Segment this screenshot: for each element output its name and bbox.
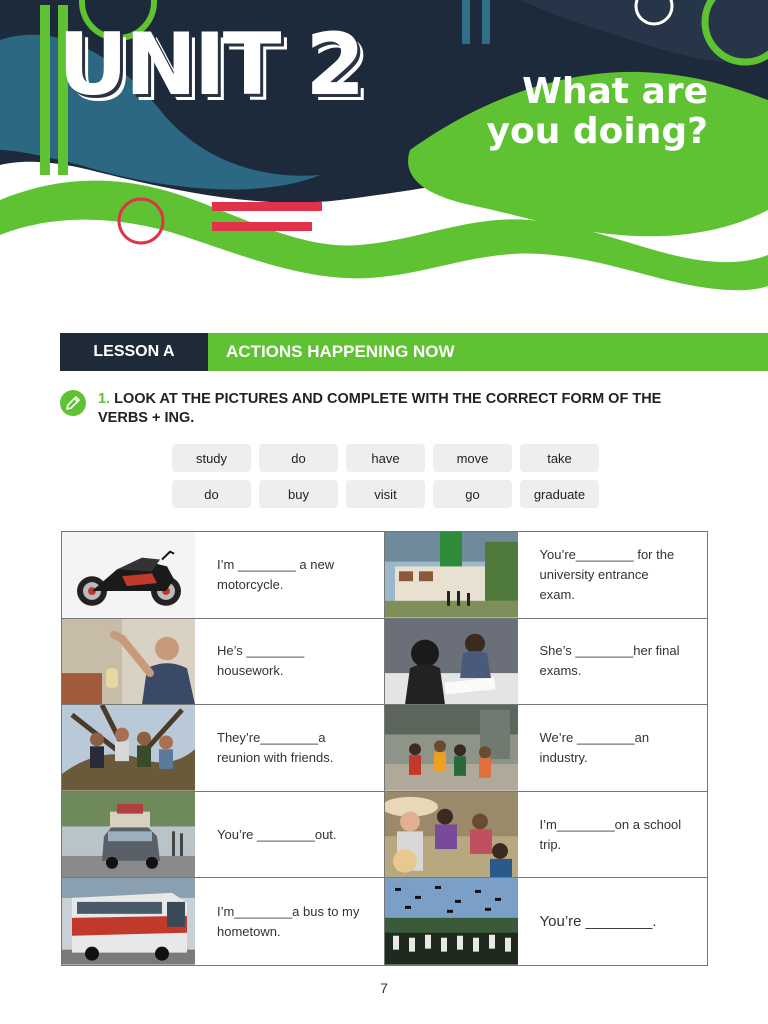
students-studying-photo [385,619,518,705]
word-chip: have [346,444,425,472]
exercise-item [62,619,385,706]
unit-subtitle [448,72,708,151]
activity-instruction [60,390,700,428]
exercise-sentence: They’re________a reunion with friends. [217,729,334,765]
word-chip: visit [346,480,425,508]
exercise-sentence: You’re________ for the university entrance exam. [539,546,675,602]
loaded-car-photo [62,792,195,878]
activity-number: 1. [98,391,111,407]
exercise-sentence: He’s ________ housework. [217,643,305,679]
exercise-item [385,878,708,965]
unit-title: UNIT 2 [58,15,363,115]
exercise-sentence: You’re ________. [539,912,657,930]
exercise-item [62,705,385,792]
word-chip: buy [259,480,338,508]
exercise-item [62,878,385,965]
exercise-sentence: I’m________on a school trip. [539,816,682,852]
lesson-topic: ACTIONS HAPPENING NOW [208,333,768,371]
subtitle-line-1: What are [522,71,708,112]
pencil-icon [60,390,86,416]
exercise-item [385,705,708,792]
subtitle-line-2: you doing? [486,110,708,152]
word-chip: move [433,444,512,472]
word-chip: take [520,444,599,472]
exercise-item [385,792,708,879]
exercise-item [385,532,708,619]
motorcycle-photo [62,532,195,618]
lesson-label: LESSON A [60,333,208,371]
exercise-sentence: You’re ________out. [217,826,337,842]
word-chip: go [433,480,512,508]
word-bank [172,444,602,508]
factory-visit-photo [385,705,518,791]
friends-in-tree-photo [62,705,195,791]
exercise-item [62,792,385,879]
exercise-item [385,619,708,706]
graduation-photo [385,878,518,965]
word-chip: graduate [520,480,599,508]
exercise-grid [61,531,708,966]
page-number: 7 [380,980,388,996]
word-chip: do [259,444,338,472]
man-cleaning-photo [62,619,195,705]
instruction-body: LOOK AT THE PICTURES AND COMPLETE WITH THE CORRECT FORM OF THE VERBS + ING. [98,391,662,426]
word-chip: do [172,480,251,508]
children-school-trip-photo [385,792,518,878]
exercise-sentence: She’s ________her final exams. [539,643,680,679]
exercise-sentence: I’m ________ a new motorcycle. [217,556,335,592]
red-bus-photo [62,878,195,965]
exercise-sentence: We’re ________an industry. [539,729,650,765]
instruction-text [98,390,700,428]
word-chip: study [172,444,251,472]
school-building-photo [385,532,518,618]
exercise-item [62,532,385,619]
unit-banner [0,0,768,300]
exercise-sentence: I’m________a bus to my hometown. [217,903,360,939]
lesson-bar [60,333,768,371]
